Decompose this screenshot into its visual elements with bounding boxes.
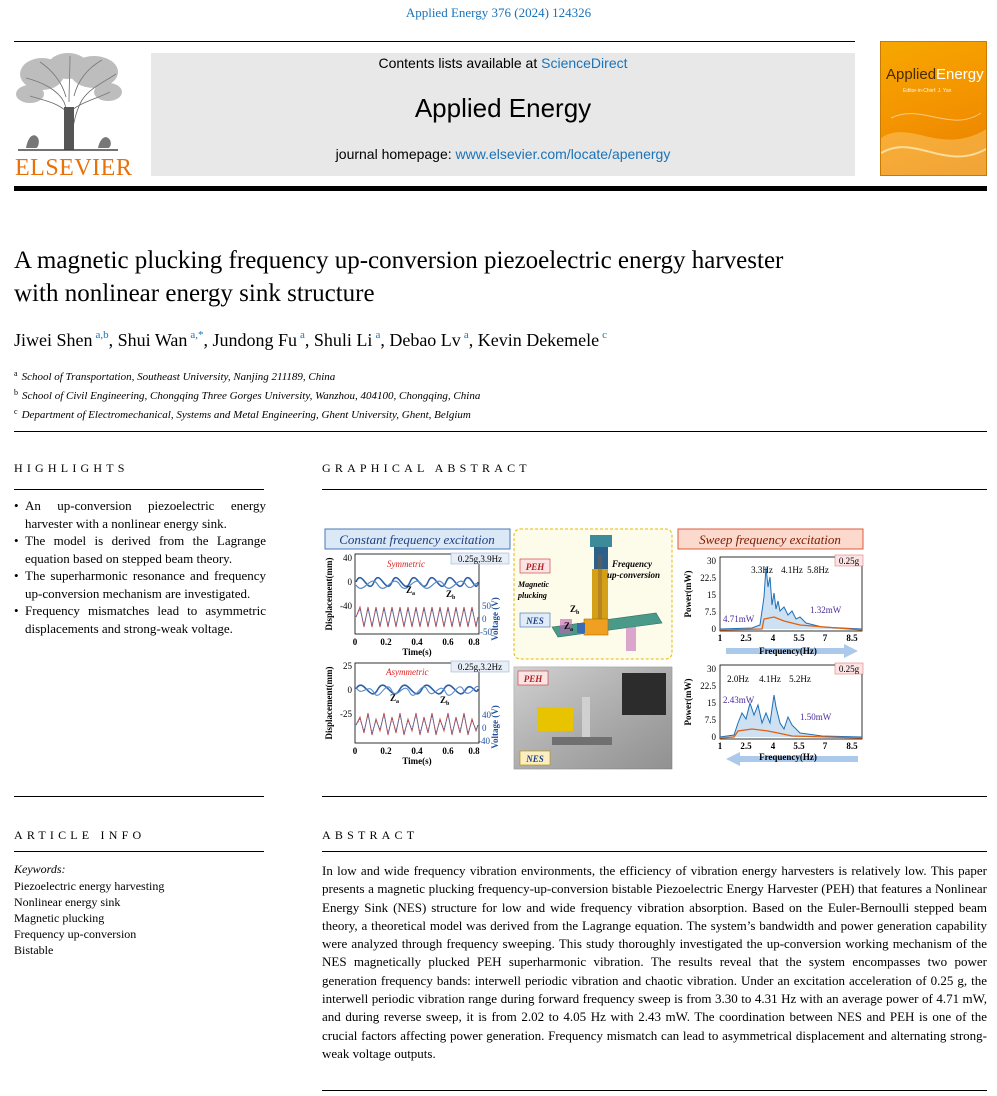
author-separator: , (380, 330, 390, 350)
ga-tl-volt-tick: 50 (482, 601, 491, 611)
keyword-item[interactable]: Nonlinear energy sink (14, 895, 121, 909)
ga-bl-time-tick: 0.8 (468, 746, 480, 756)
author-affiliation-mark[interactable]: a,* (190, 329, 204, 341)
ga-bl-disp-tick: 0 (347, 685, 352, 695)
ga-tl-disp-tick: 40 (343, 553, 352, 563)
author-affiliation-mark[interactable]: a (300, 329, 305, 341)
ga-br-freq-tick: 2.5 (740, 741, 752, 751)
author-separator: , (468, 330, 478, 350)
ga-br-power-tick: 15 (707, 698, 716, 708)
ga-tl-za: $Z_a$ (406, 585, 416, 597)
author-affiliation-mark[interactable]: a (375, 329, 381, 341)
elsevier-wordmark: ELSEVIER (15, 155, 133, 181)
ga-br-freq: 5.2Hz (789, 674, 811, 684)
ga-tr-freq-tick: 1 (717, 633, 723, 643)
ga-bl-volt-tick: 40 (482, 710, 491, 720)
ga-br-freq: 4.1Hz (759, 674, 781, 684)
ga-bl-za: $Z_a$ (390, 693, 400, 705)
ga-tr-freq-tick: 5.5 (793, 633, 805, 643)
ga-bottom-right-plot (683, 663, 863, 766)
graphical-abstract-rule (322, 489, 987, 490)
author-separator: , (203, 330, 213, 350)
journal-citation[interactable]: Applied Energy 376 (2024) 124326 (405, 5, 592, 20)
author-name[interactable]: Shuli Li (313, 330, 373, 350)
affiliation-text: School of Civil Engineering, Chongqing Three Gorges University, Wanzhou, 404100, Chongqing, China (22, 390, 481, 402)
highlights-heading: HIGHLIGHTS (14, 461, 129, 475)
ga-tl-time-tick: 0 (352, 637, 358, 647)
article-info-heading: ARTICLE INFO (14, 828, 146, 842)
ga-bl-disp-label: Displacement(mm) (324, 666, 334, 740)
author-list (14, 329, 607, 351)
homepage-prefix: journal homepage: (335, 146, 456, 162)
contents-line (151, 55, 855, 71)
affiliation-mark: b (14, 388, 18, 397)
author-name[interactable]: Jiwei Shen (14, 330, 93, 350)
ga-br-power-tick: 22.5 (700, 681, 716, 691)
affiliation-text: School of Transportation, Southeast University, Nanjing 211189, China (21, 371, 336, 383)
author-affiliation-mark[interactable]: a,b (95, 329, 109, 341)
ga-br-freq-tick: 7 (822, 741, 828, 751)
ga-tl-time-label: Time(s) (402, 647, 432, 657)
cover-subtitle: Editor-in-Chief: J. Yan (903, 88, 952, 94)
author-separator: , (108, 330, 118, 350)
ga-tr-freq-tick: 7 (822, 633, 828, 643)
cover-swirl-graphic (881, 98, 987, 176)
journal-cover-image[interactable] (880, 41, 987, 176)
ga-bl-volt-tick: -40 (478, 736, 490, 746)
ga-tl-time-tick: 0.2 (380, 637, 392, 647)
affiliation-item (14, 385, 480, 404)
keywords-list (14, 878, 164, 958)
homepage-link[interactable]: www.elsevier.com/locate/apenergy (455, 146, 671, 162)
affiliation-text: Department of Electromechanical, Systems and Metal Engineering, Ghent University, Ghent, Belgium (21, 409, 471, 421)
graphical-abstract-figure[interactable] (322, 527, 867, 775)
article-info-rule (14, 851, 264, 852)
ga-br-freq-label: Frequency(Hz) (759, 752, 817, 762)
ga-magnetic-plucking: Magnetic plucking (518, 580, 550, 600)
ga-top-left-plot (324, 553, 509, 657)
ga-br-power-label: Power(mW) (683, 678, 693, 726)
affiliation-item (14, 366, 480, 385)
ga-tr-power-tick: 30 (707, 556, 716, 566)
abstract-heading: ABSTRACT (322, 828, 419, 842)
ga-tr-power: 1.32mW (810, 605, 842, 615)
ga-frequency-upconversion: Frequency up-conversion (607, 559, 661, 580)
author-affiliation-mark[interactable]: c (602, 329, 608, 341)
ga-br-freq-tick: 4 (770, 741, 776, 751)
ga-nes-label: NES (526, 616, 544, 626)
ga-tr-freq-tick: 2.5 (740, 633, 752, 643)
journal-name[interactable]: Applied Energy (414, 93, 592, 123)
ga-br-freq-tick: 8.5 (846, 741, 858, 751)
graphical-abstract-bottom-rule (322, 796, 987, 797)
author-name[interactable]: Shui Wan (117, 330, 188, 350)
ga-br-power-tick: 30 (707, 664, 716, 674)
ga-top-right-plot (683, 555, 863, 658)
ga-tr-power-tick: 7.5 (704, 607, 716, 617)
ga-right-title: Sweep frequency excitation (699, 532, 841, 547)
highlight-item: • The model is derived from the Lagrange equation based on stepped beam theory. (14, 532, 266, 567)
ga-bl-time-tick: 0 (352, 746, 358, 756)
ga-tr-freq: 4.1Hz (781, 565, 803, 575)
ga-tr-power-tick: 0 (711, 624, 716, 634)
homepage-line (151, 146, 855, 162)
ga-tl-zb: $Z_b$ (446, 589, 456, 601)
highlight-item: • The superharmonic resonance and frequency up-conversion mechanism are investigated. (14, 567, 266, 602)
ga-tl-disp-tick: 0 (347, 577, 352, 587)
author-affiliation-mark[interactable]: a (463, 329, 469, 341)
header-rule (14, 41, 855, 42)
contents-prefix: Contents lists available at (378, 55, 542, 71)
author-name[interactable]: Kevin Dekemele (477, 330, 600, 350)
ga-tr-freq: 3.3Hz (751, 565, 773, 575)
ga-bl-time-tick: 0.2 (380, 746, 392, 756)
ga-bl-volt-label: Voltage (V) (490, 705, 500, 749)
author-separator: , (304, 330, 314, 350)
ga-br-power-tick: 7.5 (704, 715, 716, 725)
ga-bl-time-tick: 0.4 (411, 746, 423, 756)
ga-tr-power-label: Power(mW) (683, 570, 693, 618)
ga-tr-freq-tick: 8.5 (846, 633, 858, 643)
article-title: A magnetic plucking frequency up-conversion piezoelectric energy harvester with nonlinear energy sink structure (14, 247, 784, 307)
ga-br-power: 1.50mW (800, 712, 832, 722)
abstract-text: In low and wide frequency vibration environments, the efficiency of vibration energy harvesters is relatively low. This paper presents a magnetic plucking frequency-up-conversion bistable Piezoelectric Energy Harvester (PEH) that features a Nonlinear Energy Sink (NES) structure for low and wide frequency vibration absorption. Based on the Euler-Bernoulli stepped beam theory, a theoretical model was derived from the Lagrange equation. The system’s bandwidth and power generation capability were analyzed through frequency sweeping. This study thoroughly investigated the up-conversion working mechanism of the NES magnetically plucked PEH superharmonic vibration. The results reveal that the system encompasses two power generation frequency bands: interwell periodic vibration and chaotic vibration. Under an excitation acceleration of 0.25 g, the interwell periodic vibration range during forward frequency sweep is from 3.30 to 4.31 Hz with an average power of 4.71 mW, and during reverse sweep, it is from 2.02 to 4.05 Hz with 2.43 mW. The coordination between NES and PEH is one of the crucial factors affecting power generation. Frequency mismatch can lead to asymmetrical displacement and alternating strong-weak voltage outputs. (322, 863, 987, 1061)
keyword-item[interactable]: Piezoelectric energy harvesting (14, 879, 165, 893)
sciencedirect-link[interactable]: ScienceDirect (541, 55, 628, 71)
ga-tl-time-tick: 0.8 (468, 637, 480, 647)
cover-title (886, 66, 984, 83)
ga-br-tag: 0.25g (838, 664, 860, 674)
ga-peh-label: PEH (525, 562, 545, 572)
ga-tl-disp-tick: -40 (340, 601, 352, 611)
highlight-item: • An up-conversion piezoelectric energy harvester with a nonlinear energy sink. (14, 497, 266, 532)
keyword-item[interactable]: Bistable (14, 943, 54, 957)
ga-tr-freq: 5.8Hz (807, 565, 829, 575)
ga-tl-disp-label: Displacement(mm) (324, 557, 334, 631)
ga-tl-time-tick: 0.6 (442, 637, 454, 647)
ga-tl-time-tick: 0.4 (411, 637, 423, 647)
ga-center-schematic (514, 529, 672, 659)
affiliation-item (14, 404, 480, 423)
cover-title-b: Energy (936, 66, 984, 83)
ga-tr-tag: 0.25g (838, 556, 860, 566)
header-thick-rule (14, 186, 987, 191)
ga-tl-volt-label: Voltage (V) (490, 597, 500, 641)
abstract-bottom-rule (322, 1090, 987, 1091)
ga-bl-tag: 0.25g,3.2Hz (457, 662, 503, 672)
elsevier-logo[interactable] (12, 52, 134, 180)
ga-photo-peh: PEH (523, 674, 543, 684)
ga-tl-label: Symmetric (387, 559, 425, 569)
ga-tr-freq-tick: 4 (770, 633, 776, 643)
ga-br-freq-tick: 5.5 (793, 741, 805, 751)
ga-center-za: $Z_a$ (564, 621, 574, 633)
ga-photo-nes: NES (526, 754, 544, 764)
ga-bl-label: Asymmetric (386, 667, 429, 677)
ga-bottom-left-plot (324, 661, 509, 766)
ga-tl-volt-tick: 0 (482, 614, 487, 624)
ga-tr-power: 4.71mW (723, 614, 755, 624)
ga-tr-power-tick: 15 (707, 590, 716, 600)
ga-br-freq: 2.0Hz (727, 674, 749, 684)
ga-bl-volt-tick: 0 (482, 723, 487, 733)
ga-tr-freq-label: Frequency(Hz) (759, 646, 817, 656)
ga-tl-tag: 0.25g,3.9Hz (457, 554, 503, 564)
ga-br-power: 2.43mW (723, 695, 755, 705)
highlights-bottom-rule (14, 796, 264, 797)
author-name[interactable]: Debao Lv (389, 330, 461, 350)
ga-bl-disp-tick: -25 (340, 709, 352, 719)
graphical-abstract-heading: GRAPHICAL ABSTRACT (322, 461, 531, 475)
highlight-item: • Frequency mismatches lead to asymmetric displacements and strong-weak voltage. (14, 602, 266, 637)
journal-header-box (151, 53, 855, 176)
ga-center-zb: $Z_b$ (570, 604, 580, 616)
cover-title-a: Applied (886, 66, 937, 83)
affiliation-rule (14, 431, 987, 432)
ga-br-power-tick: 0 (711, 732, 716, 742)
keyword-item[interactable]: Frequency up-conversion (14, 927, 137, 941)
ga-tl-volt-tick: -50 (480, 627, 492, 637)
highlights-list (14, 497, 266, 637)
ga-br-freq-tick: 1 (717, 741, 723, 751)
abstract-rule (322, 851, 987, 852)
elsevier-tree-icon (12, 52, 124, 152)
ga-bl-time-label: Time(s) (402, 756, 432, 766)
ga-bl-disp-tick: 25 (343, 661, 352, 671)
ga-left-title: Constant frequency excitation (339, 532, 495, 547)
affiliation-mark: c (14, 407, 18, 416)
affiliation-list (14, 366, 480, 423)
affiliation-mark: a (14, 369, 18, 378)
keywords-label: Keywords: (14, 862, 66, 876)
author-name[interactable]: Jundong Fu (212, 330, 298, 350)
ga-bl-zb: $Z_b$ (440, 695, 450, 707)
keyword-item[interactable]: Magnetic plucking (14, 911, 105, 925)
ga-bl-time-tick: 0.6 (442, 746, 454, 756)
ga-tr-power-tick: 22.5 (700, 573, 716, 583)
highlights-rule (14, 489, 264, 490)
ga-experiment-photo (514, 667, 672, 769)
